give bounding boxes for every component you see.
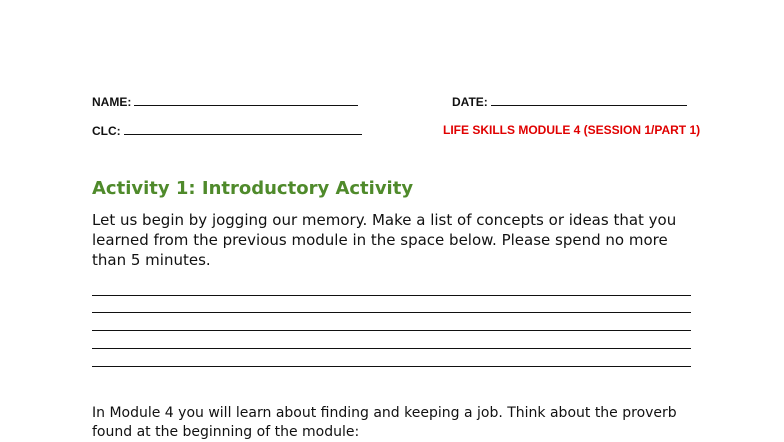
clc-blank-line[interactable] bbox=[124, 123, 362, 135]
clc-label: CLC: bbox=[92, 124, 121, 138]
date-blank-line[interactable] bbox=[491, 94, 687, 106]
date-label: DATE: bbox=[452, 95, 488, 109]
answer-line[interactable] bbox=[92, 312, 691, 313]
activity-heading: Activity 1: Introductory Activity bbox=[92, 178, 414, 199]
answer-line[interactable] bbox=[92, 366, 691, 367]
module-label: LIFE SKILLS MODULE 4 (SESSION 1/PART 1) bbox=[443, 123, 701, 137]
name-field bbox=[92, 94, 358, 109]
name-label: NAME: bbox=[92, 95, 132, 109]
name-blank-line[interactable] bbox=[134, 94, 358, 106]
module-intro-paragraph: In Module 4 you will learn about finding and keeping a job. Think about the proverb found at the beginning of the module: bbox=[92, 405, 677, 440]
answer-line[interactable] bbox=[92, 348, 691, 349]
answer-line[interactable] bbox=[92, 330, 691, 331]
date-field bbox=[452, 94, 687, 109]
answer-line[interactable] bbox=[92, 295, 691, 296]
activity-instructions: Let us begin by jogging our memory. Make a list of concepts or ideas that you learned from the previous module in the space below. Please spend no more than 5 minutes. bbox=[92, 211, 677, 269]
clc-field bbox=[92, 123, 362, 138]
